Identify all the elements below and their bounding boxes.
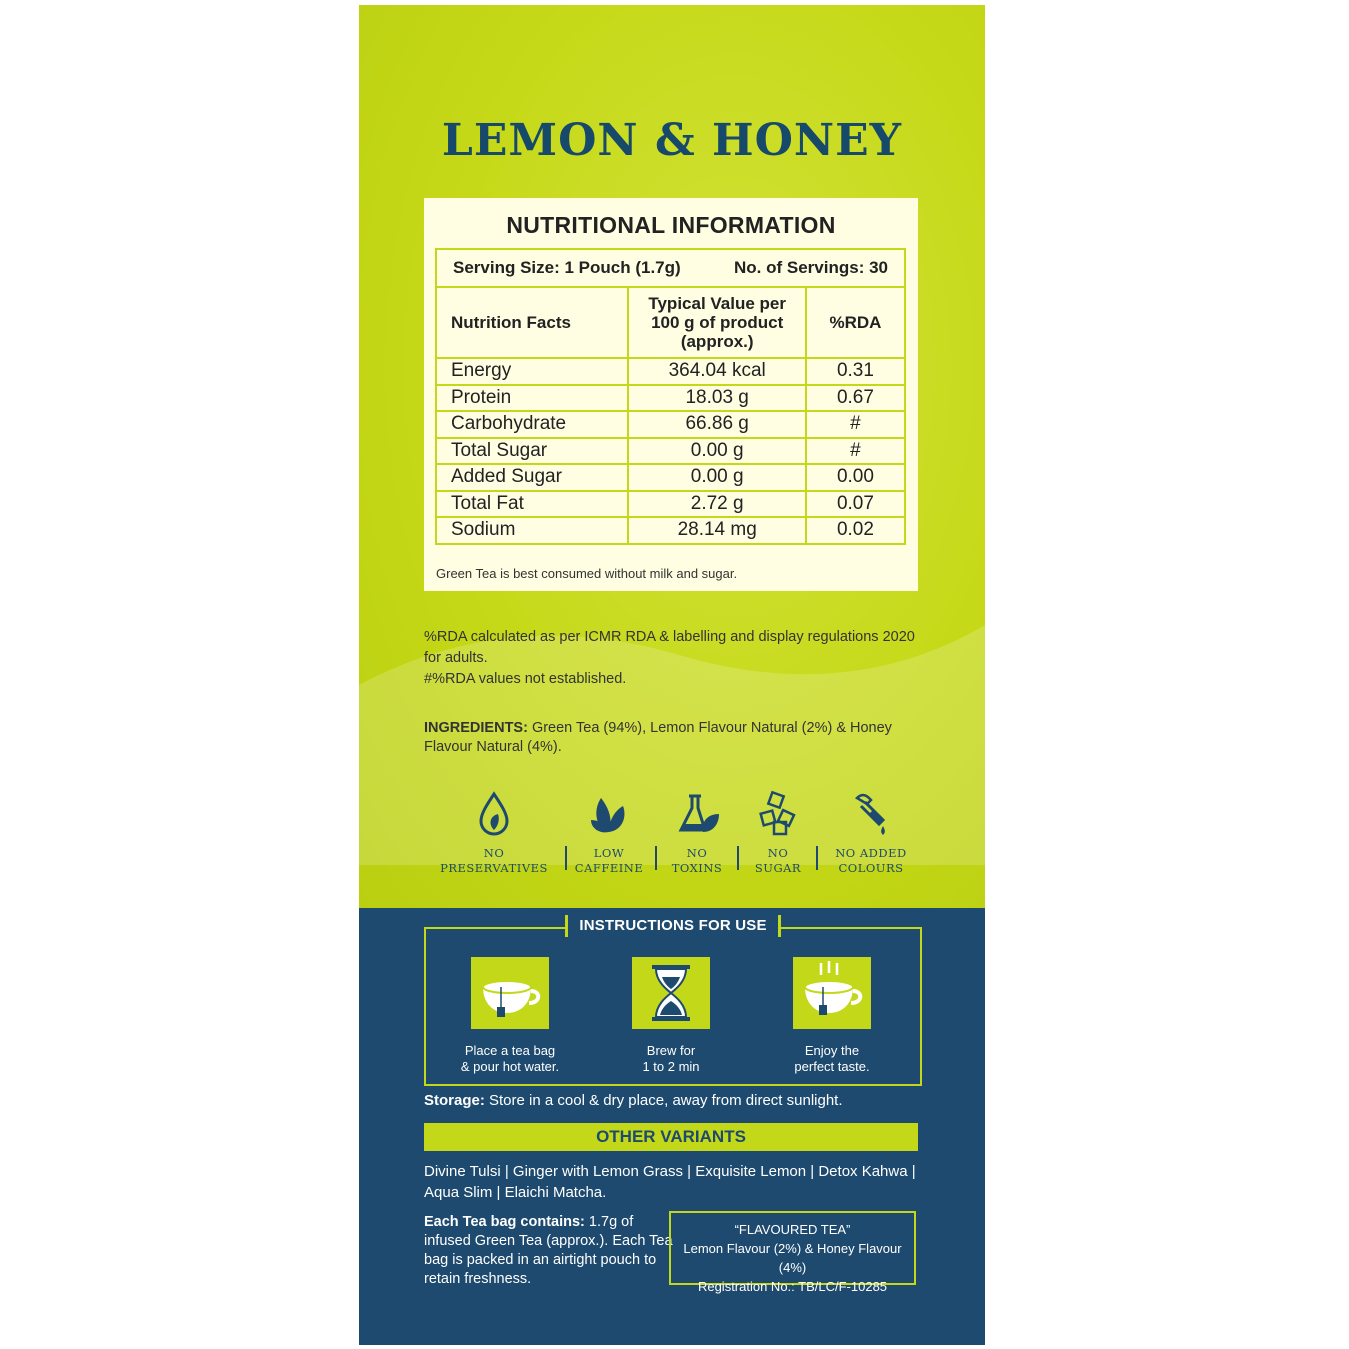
- nutrition-table: [435, 248, 906, 545]
- claim-line2: CAFFEINE: [574, 861, 644, 875]
- nutrient-name: Added Sugar: [436, 464, 628, 491]
- sugar-cubes-icon: [756, 790, 800, 838]
- claim-no-added-colours: [821, 790, 921, 876]
- nutrient-value: 18.03 g: [628, 385, 805, 412]
- claim-line2: TOXINS: [671, 861, 723, 875]
- nutrient-name: Protein: [436, 385, 628, 412]
- claim-no-sugar: [739, 790, 817, 876]
- nutrient-value: 66.86 g: [628, 411, 805, 438]
- tea-bag-label: Each Tea bag contains:: [424, 1214, 585, 1230]
- table-row: [436, 358, 905, 385]
- nutrient-rda: #: [806, 411, 905, 438]
- step-line2: & pour hot water.: [460, 1059, 560, 1074]
- step-line1: Brew for: [646, 1043, 696, 1058]
- claim-divider: [565, 846, 567, 870]
- dropper-icon: [849, 790, 893, 838]
- claim-no-preservatives: [439, 790, 549, 876]
- header-nutrition-facts: Nutrition Facts: [436, 287, 628, 358]
- rda-note-line2: #%RDA values not established.: [424, 671, 627, 687]
- nutrient-name: Total Sugar: [436, 438, 628, 465]
- claim-line1: NO ADDED: [835, 846, 907, 860]
- nutrient-rda: 0.07: [806, 491, 905, 518]
- product-title: LEMON & HONEY: [441, 115, 903, 166]
- nutrition-panel: [424, 198, 918, 591]
- step-icon-tile: [632, 957, 710, 1029]
- ingredients: [424, 719, 934, 757]
- claim-no-toxins: [657, 790, 737, 876]
- ingredients-text: Green Tea (94%), Lemon Flavour Natural (2%) & Honey Flavour Natural (4%).: [424, 720, 892, 755]
- nutrition-note: Green Tea is best consumed without milk and sugar.: [436, 566, 738, 581]
- nutrient-rda: #: [806, 438, 905, 465]
- storage-info: [424, 1092, 964, 1109]
- table-row: [436, 491, 905, 518]
- header-rda: %RDA: [806, 287, 905, 358]
- leaves-icon: [587, 790, 631, 838]
- step-line2: 1 to 2 min: [642, 1059, 700, 1074]
- claim-line2: SUGAR: [754, 861, 802, 875]
- nutrient-name: Total Fat: [436, 491, 628, 518]
- header-typical-value: Typical Value per 100 g of product (approx.): [628, 287, 805, 358]
- step-line1: Enjoy the: [804, 1043, 860, 1058]
- nutrient-rda: 0.02: [806, 517, 905, 544]
- instruction-step: [435, 957, 585, 1075]
- water-drop-icon: [474, 790, 514, 838]
- table-row: [436, 385, 905, 412]
- flavoured-line1: “FLAVOURED TEA”: [734, 1222, 851, 1237]
- claim-divider: [816, 846, 818, 870]
- nutrient-rda: 0.00: [806, 464, 905, 491]
- serving-row: [436, 249, 905, 287]
- serving-size: Serving Size: 1 Pouch (1.7g): [453, 258, 681, 277]
- other-variants-title: OTHER VARIANTS: [424, 1123, 918, 1151]
- nutrition-title: NUTRITIONAL INFORMATION: [506, 212, 836, 238]
- nutrient-name: Energy: [436, 358, 628, 385]
- other-variants-list: Divine Tulsi | Ginger with Lemon Grass | Exquisite Lemon | Detox Kahwa | Aqua Slim | Elaichi Matcha.: [424, 1163, 916, 1201]
- nutrient-value: 2.72 g: [628, 491, 805, 518]
- storage-text: Store in a cool & dry place, away from direct sunlight.: [484, 1092, 843, 1109]
- claims-row: [440, 790, 919, 880]
- storage-label: Storage:: [424, 1092, 485, 1109]
- step-icon-tile: [793, 957, 871, 1029]
- step-icon-tile: [471, 957, 549, 1029]
- nutrient-name: Sodium: [436, 517, 628, 544]
- steaming-cup-icon: [793, 957, 871, 1029]
- tea-bag-text: 1.7g of infused Green Tea (approx.). Each Tea bag is packed in an airtight pouch to retain freshness.: [424, 1214, 673, 1287]
- flavoured-line3: Registration No.: TB/LC/F-10285: [697, 1279, 888, 1294]
- step-line2: perfect taste.: [794, 1059, 870, 1074]
- rda-note-line1: %RDA calculated as per ICMR RDA & labelling and display regulations 2020 for adults.: [424, 629, 915, 666]
- rda-note: [424, 627, 934, 690]
- product-back-panel: [359, 5, 985, 1345]
- claim-line1: NO: [686, 846, 708, 860]
- nutrient-value: 28.14 mg: [628, 517, 805, 544]
- nutrient-value: 364.04 kcal: [628, 358, 805, 385]
- nutrient-value: 0.00 g: [628, 464, 805, 491]
- claim-line1: NO: [483, 846, 505, 860]
- instructions-title: INSTRUCTIONS FOR USE: [565, 911, 781, 941]
- ingredients-label: INGREDIENTS:: [424, 720, 528, 736]
- nutrient-name: Carbohydrate: [436, 411, 628, 438]
- claim-line1: NO: [767, 846, 789, 860]
- table-row: [436, 464, 905, 491]
- claim-line2: PRESERVATIVES: [440, 861, 548, 875]
- servings-count: No. of Servings: 30: [734, 258, 888, 277]
- flavoured-tea-box: [669, 1211, 916, 1294]
- table-row: [436, 438, 905, 465]
- flavoured-line2: Lemon Flavour (2%) & Honey Flavour (4%): [683, 1241, 902, 1275]
- cup-teabag-icon: [471, 957, 549, 1029]
- step-line1: Place a tea bag: [464, 1043, 556, 1058]
- instruction-step: [757, 957, 907, 1075]
- table-row: [436, 517, 905, 544]
- nutrient-rda: 0.67: [806, 385, 905, 412]
- claim-line1: LOW: [593, 846, 625, 860]
- flask-leaf-icon: [673, 790, 721, 838]
- claim-line2: COLOURS: [838, 861, 904, 875]
- tea-bag-info: [424, 1213, 684, 1289]
- nutrient-value: 0.00 g: [628, 438, 805, 465]
- table-row: [436, 411, 905, 438]
- claim-low-caffeine: [569, 790, 649, 876]
- hourglass-icon: [632, 957, 710, 1029]
- nutrient-rda: 0.31: [806, 358, 905, 385]
- instruction-step: [596, 957, 746, 1075]
